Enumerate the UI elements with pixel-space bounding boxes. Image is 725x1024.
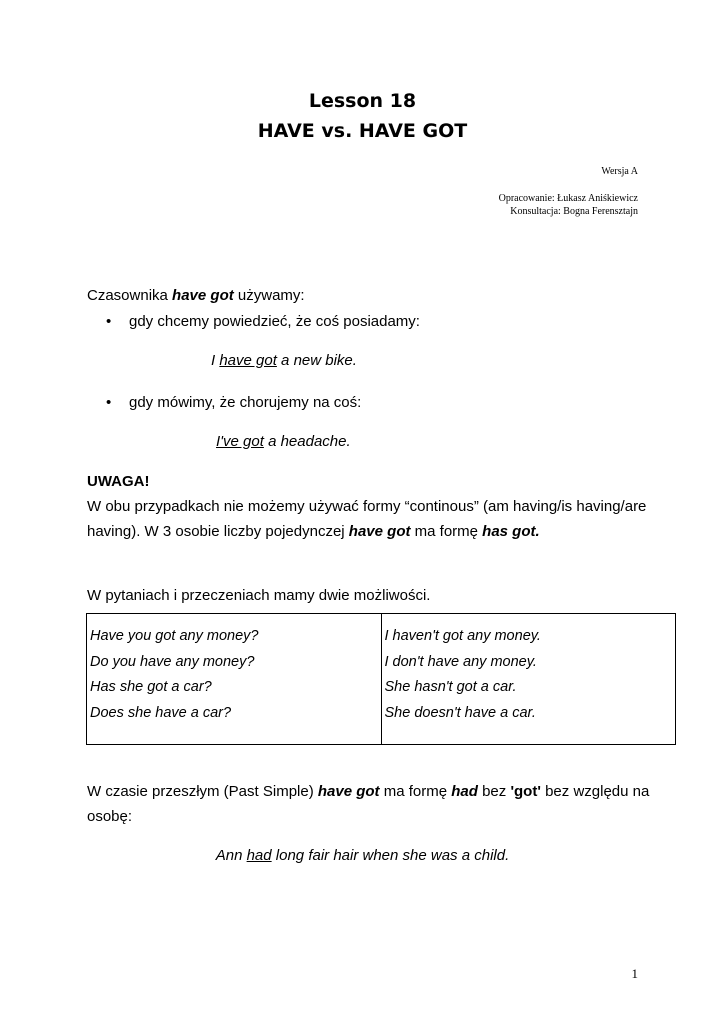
- past-bold-1: have got: [317, 783, 380, 800]
- example-2-post: a headache.: [263, 433, 351, 450]
- examples-table: [86, 613, 676, 745]
- table-line: Has she got a car?: [90, 679, 212, 695]
- warning-line-2: [87, 519, 647, 544]
- table-cell-questions: [87, 614, 382, 745]
- questions-intro: W pytaniach i przeczeniach mamy dwie możliwości.: [87, 587, 431, 604]
- consultant-label: Konsultacja: Bogna Ferensztajn: [510, 206, 638, 217]
- example-past: [0, 847, 725, 864]
- example-past-pre: Ann: [215, 847, 247, 864]
- intro-bold: have got: [172, 287, 234, 304]
- past-bold-2: had: [451, 783, 478, 800]
- table-line: I haven't got any money.: [384, 628, 541, 644]
- bullet-marker: •: [106, 313, 112, 330]
- bullet-marker: •: [106, 394, 112, 411]
- version-label: Wersja A: [601, 166, 638, 177]
- intro-paragraph: [87, 283, 647, 308]
- past-line-2: osobę:: [87, 808, 133, 825]
- intro-text: Czasownika: [87, 287, 173, 304]
- past-text-mid: ma formę: [379, 783, 452, 800]
- table-line: She hasn't got a car.: [384, 679, 517, 695]
- example-1-underlined: have got: [219, 352, 277, 369]
- example-past-post: long fair hair when she was a child.: [271, 847, 510, 864]
- table-cell-negations: [381, 614, 676, 745]
- bullet-text-1: gdy chcemy powiedzieć, że coś posiadamy:: [129, 313, 420, 330]
- example-past-underlined: had: [246, 847, 272, 864]
- example-1-pre: I: [211, 352, 220, 369]
- example-1: [211, 352, 357, 369]
- warning-text-mid: ma formę: [410, 523, 483, 540]
- table-line: She doesn't have a car.: [384, 704, 536, 721]
- page-number: 1: [631, 966, 638, 981]
- warning-bold-1: have got: [348, 523, 411, 540]
- table-line: I don't have any money.: [384, 653, 537, 670]
- past-paragraph: [87, 779, 667, 804]
- lesson-title: Lesson 18: [308, 90, 417, 112]
- lesson-subtitle: HAVE vs. HAVE GOT: [257, 120, 468, 142]
- past-text: W czasie przeszłym (Past Simple): [87, 783, 318, 800]
- warning-line-1: W obu przypadkach nie możemy używać formy “continous” (am having/is having/are: [87, 498, 647, 515]
- past-bold-3: 'got': [510, 783, 541, 800]
- author-label: Opracowanie: Łukasz Aniśkiewicz: [498, 193, 638, 204]
- bullet-text-2: gdy mówimy, że chorujemy na coś:: [129, 394, 362, 411]
- past-text-end: bez względu na: [540, 783, 650, 800]
- table-line: Do you have any money?: [90, 653, 255, 670]
- table-row: [87, 614, 676, 745]
- intro-text-end: używamy:: [233, 287, 305, 304]
- table-line: Have you got any money?: [90, 628, 259, 644]
- warning-heading: UWAGA!: [87, 473, 150, 490]
- example-2: [216, 433, 351, 450]
- example-1-post: a new bike.: [276, 352, 357, 369]
- past-text-mid-2: bez: [477, 783, 511, 800]
- warning-text: having). W 3 osobie liczby pojedynczej: [87, 523, 349, 540]
- example-2-underlined: I've got: [216, 433, 264, 450]
- warning-bold-2: has got.: [482, 523, 540, 540]
- table-line: Does she have a car?: [90, 704, 232, 721]
